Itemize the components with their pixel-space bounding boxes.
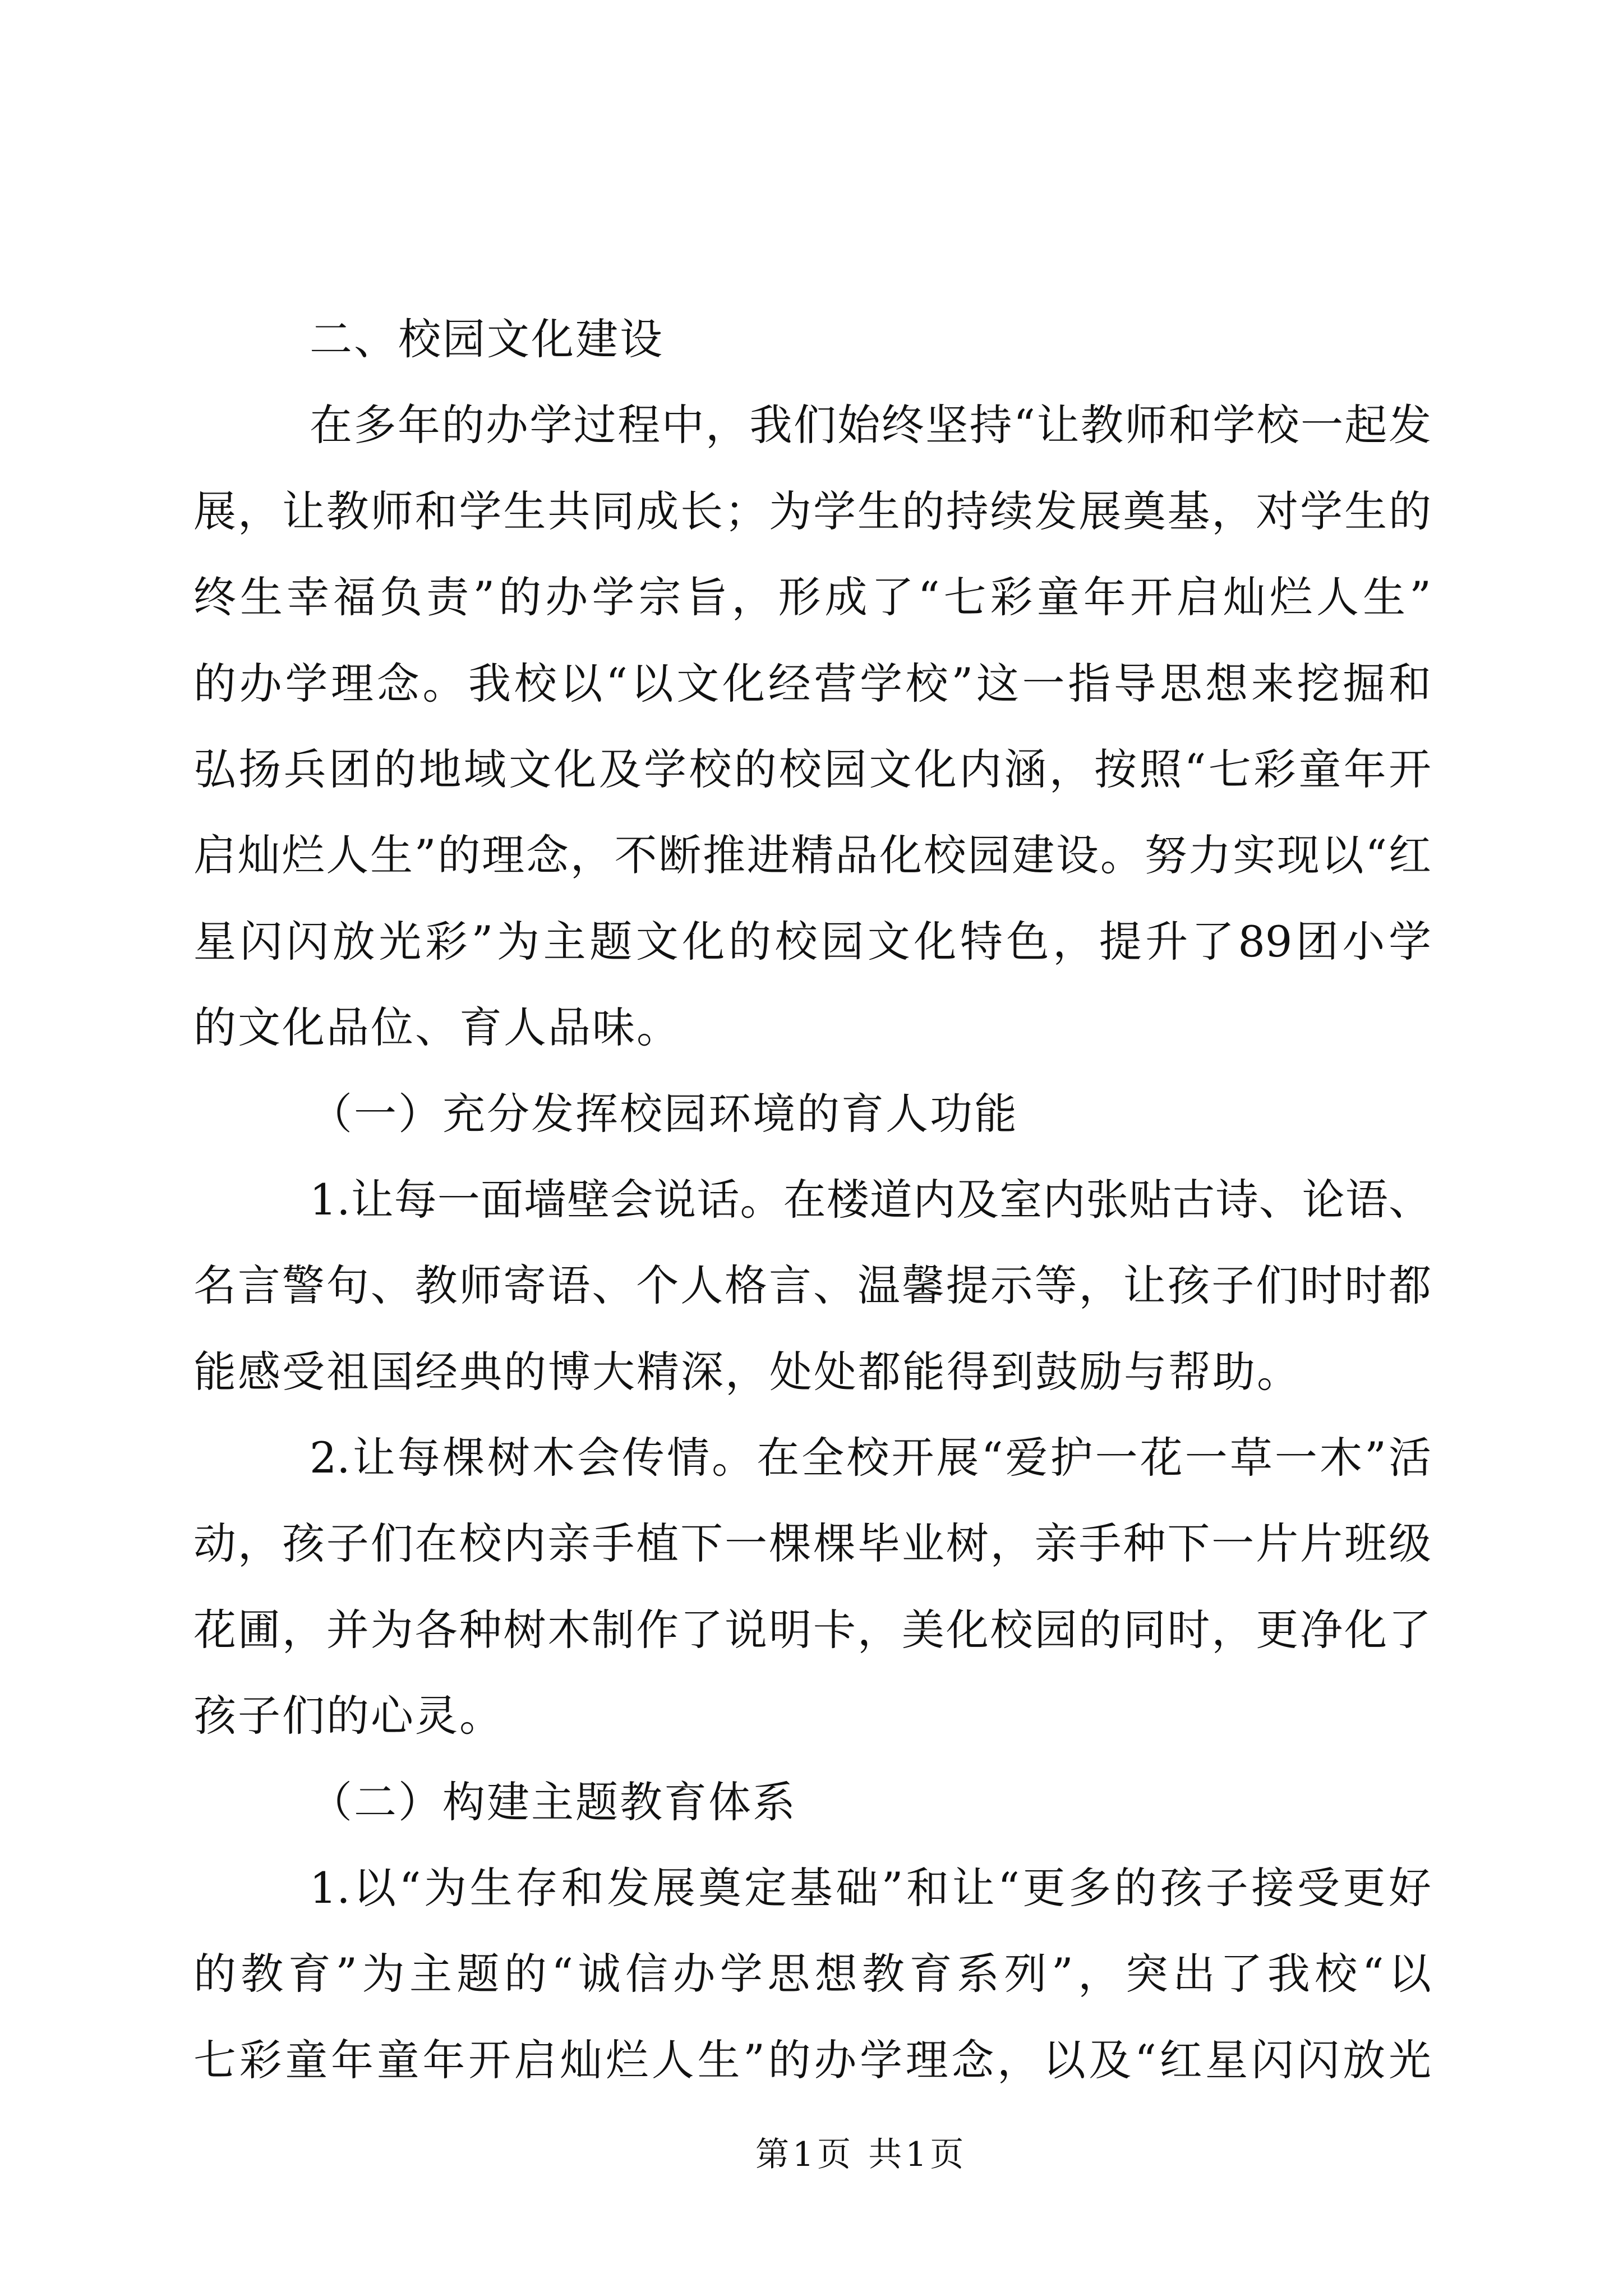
paragraph-line: 花圃，并为各种树木制作了说明卡，美化校园的同时，更净化了: [193, 1604, 1431, 1655]
paragraph-line: 弘扬兵团的地域文化及学校的校园文化内涵，按照“七彩童年开: [193, 744, 1431, 794]
paragraph-line: 孩子们的心灵。: [193, 1691, 504, 1741]
page-footer: 第1页 共1页: [755, 2135, 967, 2174]
subsection-title: （一）充分发挥校园环境的育人功能: [310, 1088, 1018, 1139]
paragraph-line: 在多年的办学过程中，我们始终坚持“让教师和学校一起发: [310, 400, 1431, 450]
paragraph-line: 2.让每棵树木会传情。在全校开展“爱护一花一草一木”活: [310, 1433, 1431, 1483]
paragraph-line: 的办学理念。我校以“以文化经营学校”这一指导思想来挖掘和: [193, 658, 1431, 708]
section-heading: 二、校园文化建设: [310, 314, 664, 364]
paragraph-line: 的教育”为主题的“诚信办学思想教育系列”，突出了我校“以: [193, 1949, 1431, 1999]
paragraph-line: 的文化品位、育人品味。: [193, 1002, 681, 1053]
paragraph-line: 1.以“为生存和发展奠定基础”和让“更多的孩子接受更好: [310, 1863, 1431, 1913]
paragraph-line: 名言警句、教师寄语、个人格言、温馨提示等，让孩子们时时都: [193, 1260, 1431, 1311]
paragraph-line: 终生幸福负责”的办学宗旨，形成了“七彩童年开启灿烂人生”: [193, 572, 1431, 623]
paragraph-line: 1.让每一面墙壁会说话。在楼道内及室内张贴古诗、论语、: [310, 1174, 1431, 1225]
subsection-title: （二）构建主题教育体系: [310, 1777, 797, 1827]
document-body: [193, 296, 1431, 2103]
paragraph-line: 启灿烂人生”的理念，不断推进精品化校园建设。努力实现以“红: [193, 830, 1431, 881]
paragraph-line: 七彩童年童年开启灿烂人生”的办学理念，以及“红星闪闪放光: [193, 2035, 1431, 2085]
paragraph-line: 星闪闪放光彩”为主题文化的校园文化特色，提升了89团小学: [193, 916, 1431, 967]
paragraph-line: 展，让教师和学生共同成长；为学生的持续发展奠基，对学生的: [193, 486, 1431, 536]
paragraph-line: 能感受祖国经典的博大精深，处处都能得到鼓励与帮助。: [193, 1346, 1301, 1397]
paragraph-line: 动，孩子们在校内亲手植下一棵棵毕业树，亲手种下一片片班级: [193, 1519, 1431, 1569]
